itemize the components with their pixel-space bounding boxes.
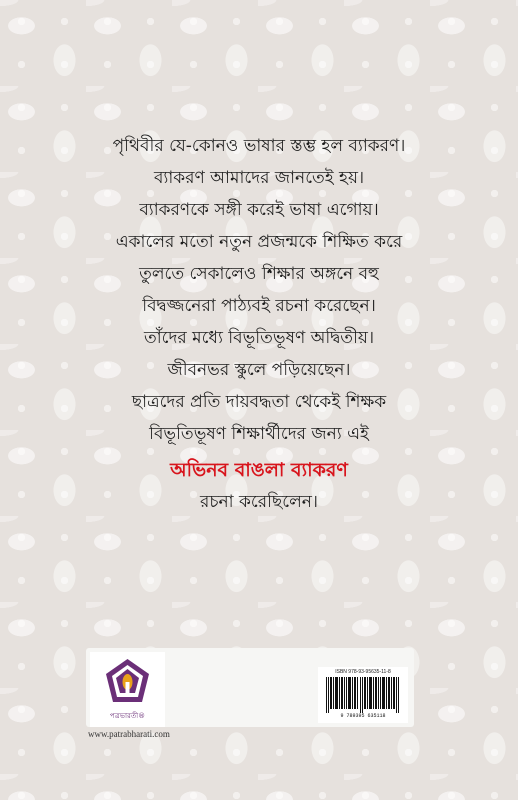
blurb-line: জীবনভর স্কুলে পড়িয়েছেন।	[167, 360, 351, 380]
isbn-barcode	[318, 667, 408, 723]
blurb-line: তাঁদের মধ্যে বিভূতিভূষণ অদ্বিতীয়।	[143, 328, 375, 348]
publisher-logo-box	[90, 652, 165, 727]
book-title: অভিনব বাঙলা ব্যাকরণ	[170, 459, 348, 481]
blurb-line: বিভূতিভূষণ শিক্ষার্থীদের জন্য এই	[149, 424, 369, 444]
blurb-line: একালের মতো নতুন প্রজন্মকে শিক্ষিত করে	[115, 232, 403, 252]
blurb-line: পৃথিবীর যে-কোনও ভাষার স্তম্ভ হল ব্যাকরণ।	[112, 136, 406, 156]
blurb-line: বিদ্বজ্জনেরা পাঠ্যবই রচনা করেছেন।	[142, 296, 376, 316]
barcode-number: 9 789395 635118	[340, 713, 386, 719]
publisher-name: পত্রভারতী®	[109, 712, 146, 720]
blurb-closing-line: রচনা করেছিলেন।	[200, 492, 318, 512]
blurb-line: ব্যাকরণ আমাদের জানতেই হয়।	[153, 168, 365, 188]
blurb-line: ব্যাকরণকে সঙ্গী করেই ভাষা এগোয়।	[139, 200, 379, 220]
isbn-label: ISBN 978-93-95635-11-8	[335, 669, 391, 675]
publisher-lamp-logo-icon	[105, 658, 150, 708]
blurb-line: ছাত্রদের প্রতি দায়বদ্ধতা থেকেই শিক্ষক	[131, 392, 387, 412]
publisher-website-link[interactable]: www.patrabharati.com	[88, 729, 170, 739]
blurb-text	[0, 130, 518, 518]
barcode-bars-icon	[326, 677, 400, 713]
blurb-line: তুলতে সেকালেও শিক্ষার অঙ্গনে বহু	[139, 264, 379, 284]
